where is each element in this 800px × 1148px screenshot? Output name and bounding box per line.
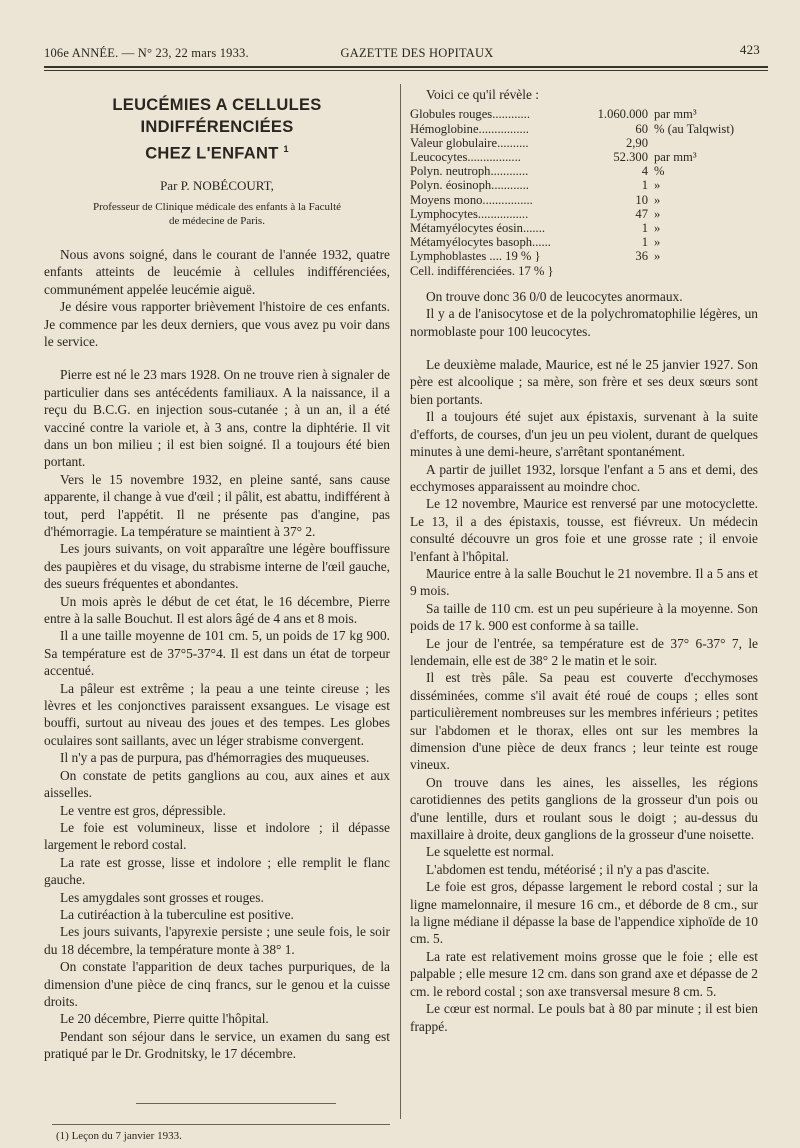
- footnote-marker: 1: [283, 144, 289, 154]
- lab-unit: »: [654, 235, 661, 250]
- paragraph: Il a toujours été sujet aux épistaxis, survenant à la suite d'efforts, de courses, d'un jeu un peu violent, durant de quelques minutes à une demi-heure, s'arrêtant spontanément.: [410, 409, 758, 460]
- paragraph: Le deuxième malade, Maurice, est né le 25 janvier 1927. Son père est alcoolique ; sa mère, son frère et ses deux sœurs sont bien portants.: [410, 357, 758, 407]
- lab-value: 1: [641, 178, 648, 193]
- journal-name: GAZETTE DES HOPITAUX: [340, 46, 494, 60]
- page-number: 423: [739, 42, 760, 57]
- lab-row: [410, 235, 758, 249]
- paragraph: Il est très pâle. Sa peau est couverte d'ecchymoses disséminées, comme s'il avait été roué de coups ; elles sont particulièrement nombreuses sur les membres inférieurs ; petites sur l'abdomen et le thorax, elles ont sur les membres la dimension d'une pièce de deux francs ; leur teinte est rouge vineux.: [410, 670, 758, 773]
- title-line-1: LEUCÉMIES A CELLULES INDIFFÉRENCIÉES: [112, 96, 322, 136]
- blood-count-table: [410, 107, 758, 277]
- lab-unit: par mm³: [654, 150, 697, 165]
- paragraph: On trouve dans les aines, les aisselles, les régions carotidiennes des petits ganglions de la grosseur d'un pois ou d'une lentille, durs et roulant sous le doigt ; au-dessus du maxillaire à droite, deux ganglions de la grosseur d'une noisette.: [410, 774, 758, 843]
- lab-name: Métamyélocytes éosin.......: [410, 221, 546, 236]
- lab-value: 47: [635, 206, 648, 221]
- lab-row: [410, 221, 758, 235]
- lab-name: Valeur globulaire..........: [410, 135, 529, 150]
- paragraph: Pierre est né le 23 mars 1928. On ne trouve rien à signaler de particulier dans ses antécédents familiaux. A la naissance, il a reçu du B.C.G. en injection sous-cutanée ; à un an, il a été vacciné contre la variole et, à 3 ans, contre la diphtérie. Il vit dans un bon milieu ; il est bien soigné. Il a toujours été bien portant.: [44, 367, 390, 470]
- lab-row: [410, 249, 758, 263]
- lab-value: 1: [641, 235, 648, 250]
- lab-value: 4: [641, 164, 648, 179]
- lab-value: 10: [635, 192, 648, 207]
- paragraph: On constate l'apparition de deux taches purpuriques, de la dimension d'une pièce de cinq francs, sur le genou et la cuisse droits.: [44, 959, 390, 1009]
- lab-row: [410, 136, 758, 150]
- left-body: [44, 246, 390, 1063]
- paragraph: Pendant son séjour dans le service, un examen du sang est pratiqué par le Dr. Grodnitsky, le 17 décembre.: [44, 1028, 390, 1062]
- paragraph: Le 12 novembre, Maurice est renversé par une motocyclette. Le 13, il a des épistaxis, tousse, est fiévreux. Un médecin consulté découvre un gros foie et une grosse rate ; il envoie l'enfant à l'hôpital.: [410, 496, 758, 564]
- issue-info: 106e ANNÉE. — N° 23, 22 mars 1933.: [44, 46, 249, 60]
- lab-row: [410, 164, 758, 178]
- paragraph: Le jour de l'entrée, sa température est de 37° 6-37° 7, le lendemain, elle est de 38° 2 le matin et le soir.: [410, 635, 758, 668]
- lab-name: Polyn. neutroph............: [410, 164, 529, 179]
- paragraph: Il y a de l'anisocytose et de la polychromatophilie légères, un normoblaste pour 100 leucocytes.: [410, 306, 758, 339]
- lab-name: Leucocytes.................: [410, 150, 521, 165]
- running-header: [44, 42, 760, 66]
- author-byline: Par P. NOBÉCOURT,: [160, 177, 274, 193]
- paragraph: Il n'y a pas de purpura, pas d'hémorragies des muqueuses.: [60, 750, 370, 766]
- right-body-a: [410, 288, 758, 340]
- paragraph: On constate de petits ganglions au cou, aux aines et aux aisselles.: [44, 767, 390, 801]
- paragraph: Le squelette est normal.: [426, 844, 554, 860]
- paragraph: A partir de juillet 1932, lorsque l'enfant a 5 ans et demi, des ecchymoses apparaissent au moindre choc.: [410, 461, 758, 494]
- paragraph: L'abdomen est tendu, météorisé ; il n'y a pas d'ascite.: [426, 861, 710, 877]
- lab-unit: »: [654, 206, 661, 221]
- paragraph: Nous avons soigné, dans le courant de l'année 1932, quatre enfants atteints de leucémie à cellules indifférenciées, communément appelée leucémie aiguë.: [44, 246, 390, 297]
- paragraph: Le foie est volumineux, lisse et indolore ; il dépasse largement le rebord costal.: [44, 819, 390, 853]
- lab-row: [410, 178, 758, 192]
- lab-row: [410, 150, 758, 164]
- lab-value: 1.060.000: [597, 107, 648, 122]
- footnote: (1) Leçon du 7 janvier 1933.: [56, 1130, 182, 1142]
- paragraph: Maurice entre à la salle Bouchut le 21 novembre. Il a 5 ans et 9 mois.: [410, 565, 758, 599]
- paragraph: Il a une taille moyenne de 101 cm. 5, un poids de 17 kg 900. Sa température est de 37°5-37°4. Il est dans un état de torpeur accentué.: [44, 628, 390, 679]
- paragraph: On trouve donc 36 0/0 de leucocytes anormaux.: [426, 288, 683, 304]
- lab-name: Hémoglobine................: [410, 121, 529, 136]
- lab-row: [410, 107, 758, 121]
- end-rule: [136, 1103, 336, 1104]
- lab-unit: [648, 264, 758, 278]
- lab-unit: »: [654, 249, 661, 264]
- lab-unit: par mm³: [654, 107, 697, 122]
- right-body-b: [410, 356, 758, 1035]
- lab-name: Polyn. éosinoph............: [410, 178, 529, 193]
- lab-row: [410, 122, 758, 136]
- lab-value: 60: [635, 121, 648, 136]
- lab-unit: »: [654, 221, 661, 236]
- paragraph: La pâleur est extrême ; la peau a une teinte cireuse ; les lèvres et les conjonctives paraissent exsangues. Le visage est bouffi, surtout au niveau des joues et des tempes. Les globes oculaires sont saillants, avec un léger strabisme convergent.: [44, 680, 390, 748]
- lab-value: 2,90: [625, 135, 648, 150]
- lab-name: Lymphoblastes .... 19 % }: [410, 249, 541, 264]
- paragraph: La rate est relativement moins grosse que le foie ; elle est palpable ; elle mesure 12 cm. dans son grand axe et dépasse de 2 cm. le rebord costal ; son axe transversal mesure 8 cm. 5.: [410, 948, 758, 999]
- lab-name: Lymphocytes................: [410, 206, 529, 221]
- lab-unit: »: [654, 192, 661, 207]
- paragraph: Les jours suivants, on voit apparaître une légère bouffissure des paupières et du visage, du strabisme interne de l'œil gauche, des sueurs fréquentes et abondantes.: [44, 541, 390, 592]
- right-column: [410, 86, 758, 1035]
- paragraph: La rate est grosse, lisse et indolore ; elle remplit le flanc gauche.: [44, 854, 390, 888]
- paragraph: Sa taille de 110 cm. est un peu supérieure à la moyenne. Son poids de 17 k. 900 est conforme à sa taille.: [410, 600, 758, 634]
- lab-value: [584, 264, 648, 278]
- author-affiliation: [44, 200, 390, 228]
- lab-name: Globules rouges............: [410, 107, 530, 122]
- affiliation-line-1: Professeur de Clinique médicale des enfants à la Faculté: [92, 200, 342, 213]
- title-line-2: CHEZ L'ENFANT $^1$: [145, 144, 289, 163]
- left-column: [44, 86, 390, 1063]
- lab-row: [410, 207, 758, 221]
- lab-name: Métamyélocytes basoph......: [410, 235, 551, 250]
- lab-unit: »: [654, 178, 661, 193]
- lab-value: 36: [635, 249, 648, 264]
- paragraph: Le 20 décembre, Pierre quitte l'hôpital.: [60, 1011, 269, 1027]
- header-rule-thin: [44, 70, 768, 71]
- paragraph: Un mois après le début de cet état, le 16 décembre, Pierre entre à la salle Bouchut. Il est alors âgé de 4 ans et 8 mois.: [44, 593, 390, 627]
- footnote-rule: [52, 1124, 390, 1125]
- header-rule-thick: [44, 66, 768, 68]
- paragraph: Les jours suivants, l'apyrexie persiste ; une seule fois, le soir du 18 décembre, la température monte à 38° 1.: [44, 924, 390, 957]
- lab-name: Moyens mono................: [410, 192, 533, 207]
- affiliation-line-2: de médecine de Paris.: [169, 214, 265, 227]
- lab-value: 1: [641, 221, 648, 236]
- lab-row: [410, 264, 758, 278]
- paragraph: Le cœur est normal. Le pouls bat à 80 par minute ; il est bien frappé.: [410, 1001, 758, 1034]
- lab-unit: % (au Talqwist): [654, 121, 735, 136]
- article-title: [44, 94, 390, 165]
- paragraph: Le ventre est gros, dépressible.: [60, 802, 226, 818]
- lab-value: 52.300: [613, 150, 648, 165]
- lab-intro: Voici ce qu'il révèle :: [426, 87, 539, 102]
- paragraph: Vers le 15 novembre 1932, en pleine santé, sans cause apparente, il change à vue d'œil ; il pâlit, est abattu, indifférent à tout, perd l'appétit. Il ne présente pas d'angine, pas d'hémorragie. La température se maintient à 37° 2.: [44, 471, 390, 539]
- paragraph: Le foie est gros, dépasse largement le rebord costal ; sur la ligne mamelonnaire, il mesure 16 cm., et déborde de 8 cm., sur la ligne médiane il dépasse la base de l'appendice xiphoïde de 10 cm. 5.: [410, 879, 758, 947]
- paragraph: Les amygdales sont grosses et rouges.: [60, 889, 264, 905]
- column-divider: [400, 84, 401, 1119]
- paragraph: Je désire vous rapporter brièvement l'histoire de ces enfants. Je commence par les deux derniers, que vous avez pu voir dans le service.: [44, 299, 390, 349]
- paragraph: La cutiréaction à la tuberculine est positive.: [60, 906, 294, 922]
- lab-unit: %: [654, 164, 665, 179]
- lab-row: [410, 193, 758, 207]
- lab-unit: [648, 136, 758, 150]
- lab-name: Cell. indifférenciées. 17 % }: [410, 263, 554, 278]
